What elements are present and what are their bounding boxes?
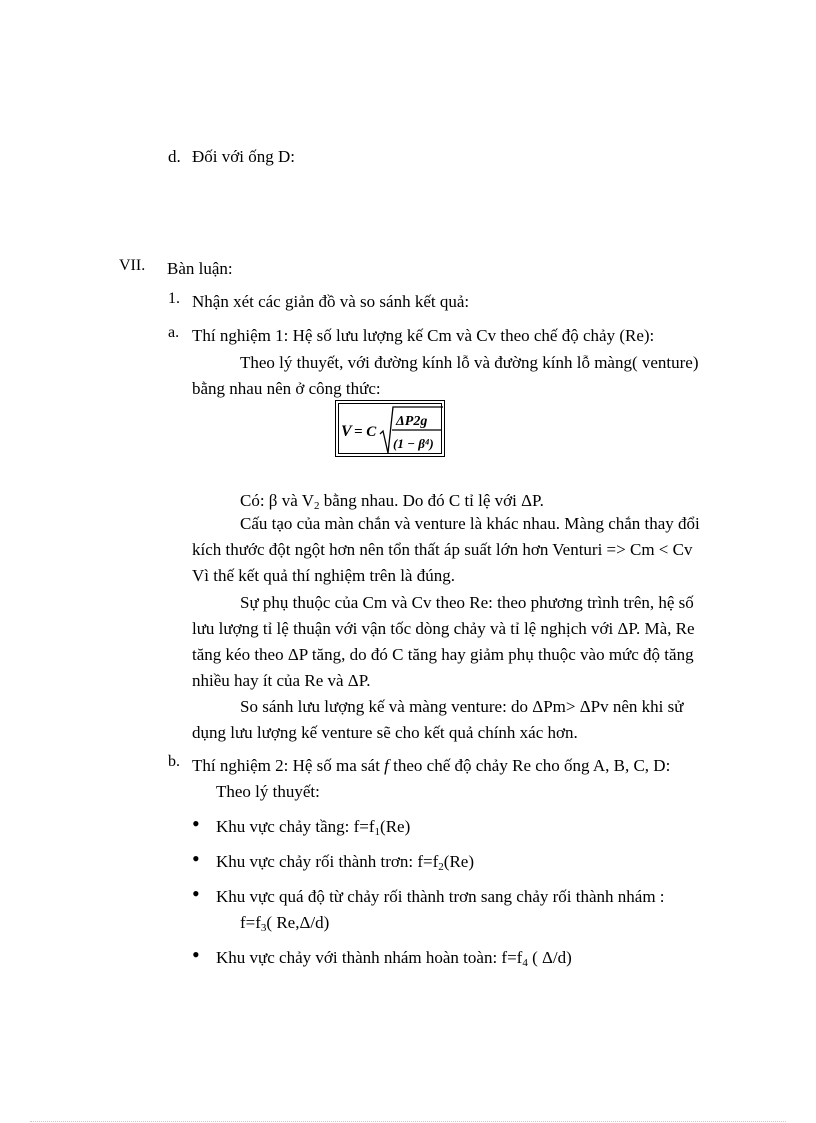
section-vii-title: Bàn luận:	[167, 259, 233, 278]
bullet-3-line1: Khu vực quá độ từ chảy rối thành trơn sang chảy rối thành nhám :	[216, 887, 665, 906]
item-1-text: Nhận xét các giản đồ và so sánh kết quả:	[192, 292, 470, 311]
para-suphuthuoc-line3: tăng kéo theo ΔP tăng, do đó C tăng hay giảm phụ thuộc vào mức độ tăng	[192, 645, 694, 664]
bullet-icon: •	[192, 846, 200, 871]
bullet-3-line2: $f=f_3$( Re,Δ/d)	[240, 913, 330, 934]
bullet-1: Khu vực chảy tầng: $f=f_1(Re)$	[216, 817, 411, 838]
formula-v: V	[341, 423, 352, 440]
bullet-icon: •	[192, 881, 200, 906]
para-suphuthuoc-line4: nhiều hay ít của Re và ΔP.	[192, 671, 371, 690]
para-cautao-line2: kích thước đột ngột hơn nên tổn thất áp suất lớn hơn Venturi => Cm < Cv	[192, 540, 693, 559]
bullet-4: Khu vực chảy với thành nhám hoàn toàn: $f=f_4$ ( Δ/d)	[216, 948, 572, 969]
formula-image	[336, 401, 446, 458]
para-cautao-line1: Cấu tạo của màn chắn và venture là khác nhau. Màng chắn thay đổi	[240, 514, 700, 533]
bullet-icon: •	[192, 811, 200, 836]
item-a-line1: Theo lý thuyết, với đường kính lỗ và đường kính lỗ màng( venture)	[240, 353, 699, 372]
para-co: Có: β và $V_2$ bằng nhau. Do đó C tỉ lệ với ΔP.	[240, 491, 544, 512]
page-bottom-divider	[30, 1121, 786, 1122]
section-d-marker: d.	[168, 147, 181, 166]
item-b-theory: Theo lý thuyết:	[216, 782, 320, 801]
item-a-line2: bằng nhau nên ở công thức:	[192, 379, 381, 398]
para-sosanh-line1: So sánh lưu lượng kế và màng venture: do ΔPm> ΔPv nên khi sử	[240, 697, 684, 716]
item-a-marker: a.	[168, 324, 180, 341]
formula-numerator: ΔP2g	[396, 414, 428, 429]
bullet-2: Khu vực chảy rối thành trơn: $f=f_2(Re)$	[216, 852, 475, 873]
item-b-marker: b.	[168, 753, 180, 770]
para-suphuthuoc-line1: Sự phụ thuộc của Cm và Cv theo Re: theo phương trình trên, hệ số	[240, 593, 694, 612]
formula-eq: = C	[354, 424, 377, 440]
formula-box	[335, 400, 445, 457]
formula-denominator: (1 − β⁴)	[393, 436, 434, 451]
para-cautao-line3: Vì thế kết quả thí nghiệm trên là đúng.	[192, 566, 455, 585]
item-b-title: Thí nghiệm 2: Hệ số ma sát f theo chế độ chảy Re cho ống A, B, C, D:	[192, 756, 671, 775]
para-sosanh-line2: dụng lưu lượng kế venture sẽ cho kết quả chính xác hơn.	[192, 723, 578, 742]
para-suphuthuoc-line2: lưu lượng tỉ lệ thuận với vận tốc dòng chảy và tỉ lệ nghịch với ΔP. Mà, Re	[192, 619, 695, 638]
section-d-text: Đối với ống D:	[192, 147, 295, 166]
item-a-title: Thí nghiệm 1: Hệ số lưu lượng kế Cm và Cv theo chế độ chảy (Re):	[192, 326, 655, 345]
item-1-marker: 1.	[168, 290, 180, 307]
section-vii-marker: VII.	[119, 257, 146, 274]
bullet-icon: •	[192, 942, 200, 967]
